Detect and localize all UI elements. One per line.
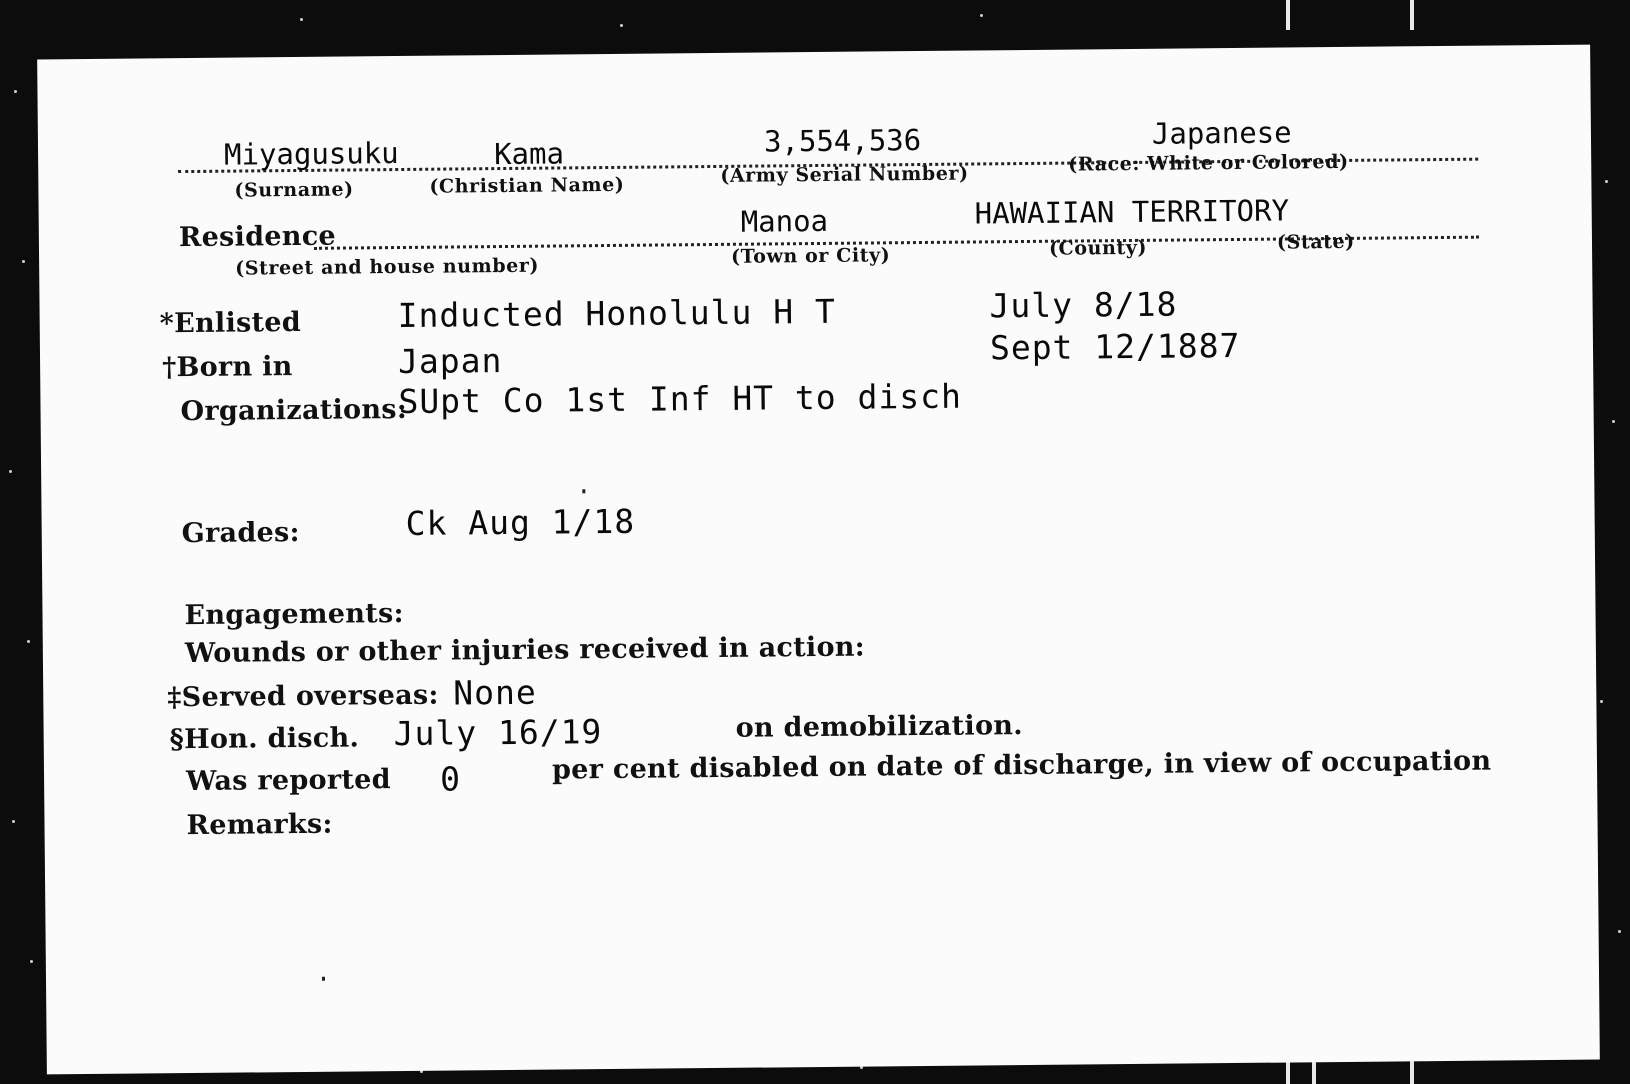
street-caption: (Street and house number) [235,254,540,280]
was-reported-label: Was reported [185,764,391,798]
film-speck [1618,930,1621,933]
honorable-discharge-label: §Hon. disch. [169,722,360,756]
served-overseas-value: None [453,672,537,713]
disability-percent-value: 0 [439,759,462,799]
army-serial-number-value: 3,554,536 [763,122,922,159]
race-value: Japanese [1151,115,1292,151]
film-speck [14,90,17,93]
surname-value: Miyagusuku [223,136,399,172]
residence-label: Residence [178,220,337,254]
film-speck [9,470,12,473]
disability-suffix: per cent disabled on date of discharge, in view of occupation [551,745,1492,786]
surname-caption: (Surname) [234,178,354,202]
film-speck [30,960,33,963]
enlisted-label: *Enlisted [159,306,302,340]
born-in-value: Japan [397,341,503,382]
grades-label: Grades: [181,516,300,550]
discharge-suffix: on demobilization. [735,710,1024,744]
film-edge-mark [1286,0,1290,30]
film-speck [620,24,623,27]
county-caption: (County) [1048,236,1148,260]
christian-name-value: Kama [493,136,565,172]
remarks-label: Remarks: [186,808,333,842]
film-edge-mark [1410,0,1414,30]
film-speck [1600,700,1603,703]
army-serial-number-caption: (Army Serial Number) [720,162,969,187]
served-overseas-label: ‡Served overseas: [167,679,439,714]
grades-value: Ck Aug 1/18 [405,501,636,543]
film-speck [12,820,15,823]
enlisted-value: Inducted Honolulu H T [397,291,837,336]
film-speck [22,260,25,263]
film-speck [1612,420,1615,423]
organizations-value: SUpt Co 1st Inf HT to disch [398,376,963,422]
card-speck [582,489,585,493]
engagements-label: Engagements: [184,597,404,632]
card-speck [322,977,325,981]
service-record-card [37,45,1600,1075]
state-caption: (State) [1276,230,1355,254]
enlisted-date: July 8/18 [989,284,1178,326]
born-date: Sept 12/1887 [989,325,1241,368]
town-caption: (Town or City) [730,244,891,268]
town-value: Manoa [740,203,829,239]
race-caption: (Race: White or Colored) [1068,150,1349,176]
county-value: HAWAIIAN TERRITORY [974,193,1290,231]
film-speck [980,14,983,17]
film-speck [300,18,303,21]
organizations-label: Organizations: [180,393,408,428]
born-in-label: †Born in [161,351,293,384]
christian-name-caption: (Christian Name) [429,173,625,198]
film-speck [1605,180,1608,183]
honorable-discharge-date: July 16/19 [393,712,603,754]
wounds-label: Wounds or other injuries received in action: [184,631,866,670]
film-speck [27,640,30,643]
